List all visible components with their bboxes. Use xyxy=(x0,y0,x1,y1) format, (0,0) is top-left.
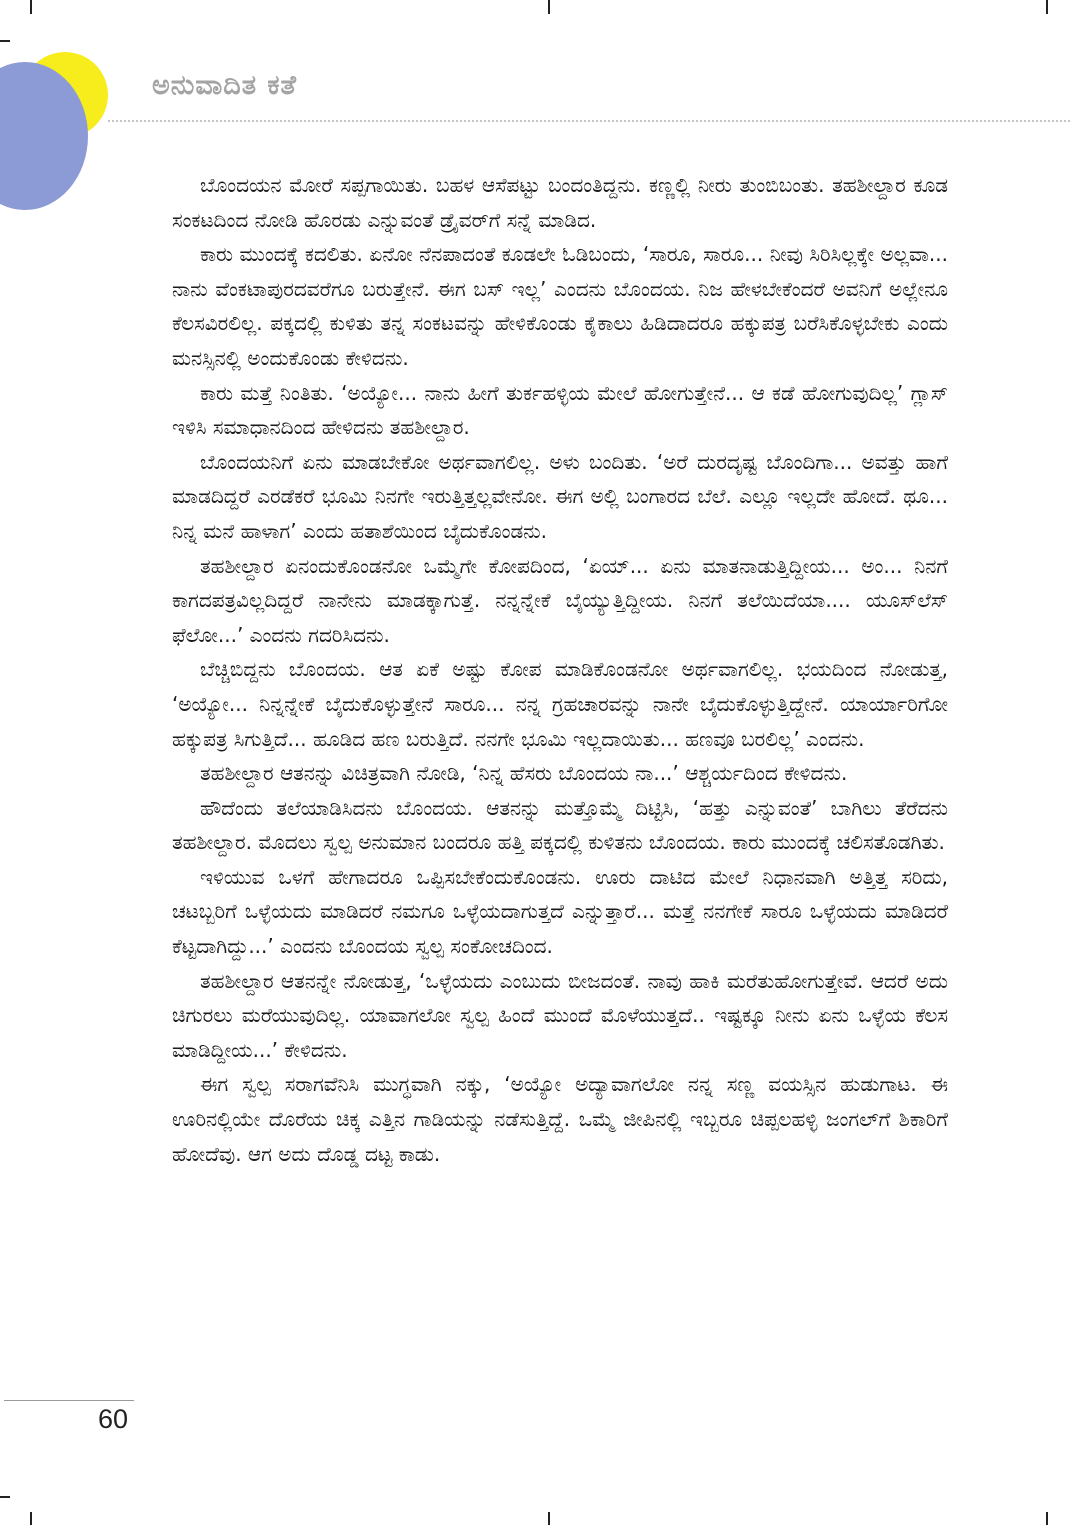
header-dotted-rule xyxy=(108,120,1070,122)
paragraph: ಬೊಂದಯನ ಮೋರೆ ಸಪ್ಪಗಾಯಿತು. ಬಹಳ ಆಸೆಪಟ್ಟು ಬಂದಂತಿದ್ದನು. ಕಣ್ಣಲ್ಲಿ ನೀರು ತುಂಬಿಬಂತು. ತಹಶೀಲ್ದಾರ ಕೂಡ ಸಂಕಟದಿಂದ ನೋಡಿ ಹೊರಡು ಎನ್ನುವಂತೆ ಡ್ರೈವರ್‌ಗೆ ಸನ್ನೆ ಮಾಡಿದ. xyxy=(172,173,948,232)
paragraph: ಇಳಿಯುವ ಒಳಗೆ ಹೇಗಾದರೂ ಒಪ್ಪಿಸಬೇಕೆಂದುಕೊಂಡನು. ಊರು ದಾಟಿದ ಮೇಲೆ ನಿಧಾನವಾಗಿ ಅತ್ತಿತ್ತ ಸರಿದು, ಚಟಬ್ಬರಿಗೆ ಒಳ್ಳೆಯದು ಮಾಡಿದರೆ ನಮಗೂ ಒಳ್ಳೆಯದಾಗುತ್ತದೆ ಎನ್ನುತ್ತಾರೆ... ಮತ್ತೆ ನನಗೇಕೆ ಸಾರೂ ಒಳ್ಳೆಯದು ಮಾಡಿದರೆ ಕೆಟ್ಟದಾಗಿದ್ದು...’ ಎಂದನು ಬೊಂದಯ ಸ್ವಲ್ಪ ಸಂಕೋಚದಿಂದ. xyxy=(172,864,948,959)
crop-mark xyxy=(548,0,550,14)
story-body xyxy=(172,168,948,1171)
crop-mark xyxy=(30,1512,32,1525)
crop-mark xyxy=(30,0,32,14)
page-number: 60 xyxy=(98,1404,129,1434)
crop-mark xyxy=(1046,1512,1048,1525)
paragraph: ಈಗ ಸ್ವಲ್ಪ ಸರಾಗವೆನಿಸಿ ಮುಗ್ಧವಾಗಿ ನಕ್ಕು, ‘ಅಯ್ಯೋ ಅದ್ಯಾವಾಗಲೋ ನನ್ನ ಸಣ್ಣ ವಯಸ್ಸಿನ ಹುಡುಗಾಟ. ಈ ಊರಿನಲ್ಲಿಯೇ ದೊರೆಯ ಚಿಕ್ಕ ಎತ್ತಿನ ಗಾಡಿಯನ್ನು ನಡೆಸುತ್ತಿದ್ದೆ. ಒಮ್ಮೆ ಜೀಪಿನಲ್ಲಿ ಇಬ್ಬರೂ ಚಿಪ್ಪಲಹಳ್ಳಿ ಜಂಗಲ್‌ಗೆ ಶಿಕಾರಿಗೆ ಹೋದೆವು. ಆಗ ಅದು ದೊಡ್ಡ ದಟ್ಟ ಕಾಡು. xyxy=(172,1072,948,1166)
crop-mark xyxy=(0,1496,10,1498)
crop-mark xyxy=(548,1512,550,1525)
crop-mark xyxy=(1046,0,1048,14)
paragraph: ತಹಶೀಲ್ದಾರ ಆತನನ್ನೇ ನೋಡುತ್ತ, ‘ಒಳ್ಳೆಯದು ಎಂಬುದು ಬೀಜದಂತೆ. ನಾವು ಹಾಕಿ ಮರೆತುಹೋಗುತ್ತೇವೆ. ಆದರೆ ಅದು ಚಿಗುರಲು ಮರೆಯುವುದಿಲ್ಲ. ಯಾವಾಗಲೋ ಸ್ವಲ್ಪ ಹಿಂದೆ ಮುಂದೆ ಮೊಳೆಯುತ್ತದೆ.. ಇಷ್ಟಕ್ಕೂ ನೀನು ಏನು ಒಳ್ಳೆಯ ಕೆಲಸ ಮಾಡಿದ್ದೀಯ...’ ಕೇಳಿದನು. xyxy=(172,968,948,1062)
paragraph: ತಹಶೀಲ್ದಾರ ಆತನನ್ನು ವಿಚಿತ್ರವಾಗಿ ನೋಡಿ, ‘ನಿನ್ನ ಹೆಸರು ಬೊಂದಯ ನಾ...’ ಆಶ್ಚರ್ಯದಿಂದ ಕೇಳಿದನು. xyxy=(200,761,848,786)
crop-mark xyxy=(0,40,10,42)
paragraph: ಕಾರು ಮತ್ತೆ ನಿಂತಿತು. ‘ಅಯ್ಯೋ... ನಾನು ಹೀಗೆ ತುರ್ಕಹಳ್ಳಿಯ ಮೇಲೆ ಹೋಗುತ್ತೇನೆ... ಆ ಕಡೆ ಹೋಗುವುದಿಲ್ಲ’ ಗ್ಲಾಸ್ ಇಳಿಸಿ ಸಮಾಧಾನದಿಂದ ಹೇಳಿದನು ತಹಶೀಲ್ದಾರ. xyxy=(172,380,948,440)
paragraph: ಹೌದೆಂದು ತಲೆಯಾಡಿಸಿದನು ಬೊಂದಯ. ಆತನನ್ನು ಮತ್ತೊಮ್ಮೆ ದಿಟ್ಟಿಸಿ, ‘ಹತ್ತು ಎನ್ನುವಂತೆ’ ಬಾಗಿಲು ತೆರೆದನು ತಹಶೀಲ್ದಾರ. ಮೊದಲು ಸ್ವಲ್ಪ ಅನುಮಾನ ಬಂದರೂ ಹತ್ತಿ ಪಕ್ಕದಲ್ಲಿ ಕುಳಿತನು ಬೊಂದಯ. ಕಾರು ಮುಂದಕ್ಕೆ ಚಲಿಸತೊಡಗಿತು. xyxy=(172,795,948,855)
paragraph: ಬೊಂದಯನಿಗೆ ಏನು ಮಾಡಬೇಕೋ ಅರ್ಥವಾಗಲಿಲ್ಲ. ಅಳು ಬಂದಿತು. ‘ಅರೆ ದುರದೃಷ್ಟ ಬೊಂದಿಗಾ... ಅವತ್ತು ಹಾಗೆ ಮಾಡದಿದ್ದರೆ ಎರಡೆಕರೆ ಭೂಮಿ ನಿನಗೇ ಇರುತ್ತಿತ್ತಲ್ಲವೇನೋ. ಈಗ ಅಲ್ಲಿ ಬಂಗಾರದ ಬೆಲೆ. ಎಲ್ಲೂ ಇಲ್ಲದೇ ಹೋದೆ. ಥೂ... ನಿನ್ನ ಮನೆ ಹಾಳಾಗ’ ಎಂದು ಹತಾಶೆಯಿಂದ ಬೈದುಕೊಂಡನು. xyxy=(172,449,948,543)
paragraph: ಬೆಚ್ಚಿಬಿದ್ದನು ಬೊಂದಯ. ಆತ ಏಕೆ ಅಷ್ಟು ಕೋಪ ಮಾಡಿಕೊಂಡನೋ ಅರ್ಥವಾಗಲಿಲ್ಲ. ಭಯದಿಂದ ನೋಡುತ್ತ, ‘ಅಯ್ಯೋ... ನಿನ್ನನ್ನೇಕೆ ಬೈದುಕೊಳ್ಳುತ್ತೇನೆ ಸಾರೂ... ನನ್ನ ಗ್ರಹಚಾರವನ್ನು ನಾನೇ ಬೈದುಕೊಳ್ಳುತ್ತಿದ್ದೇನೆ. ಯಾರ್ಯಾರಿಗೋ ಹಕ್ಕುಪತ್ರ ಸಿಗುತ್ತಿದೆ... ಹೂಡಿದ ಹಣ ಬರುತ್ತಿದೆ. ನನಗೇ ಭೂಮಿ ಇಲ್ಲದಾಯಿತು... ಹಣವೂ ಬರಲಿಲ್ಲ’ ಎಂದನು. xyxy=(172,657,948,751)
section-title: ಅನುವಾದಿತ ಕತೆ xyxy=(152,70,297,101)
footer-rule xyxy=(4,1400,134,1401)
paragraph: ತಹಶೀಲ್ದಾರ ಏನಂದುಕೊಂಡನೋ ಒಮ್ಮೆಗೇ ಕೋಪದಿಂದ, ‘ಏಯ್... ಏನು ಮಾತನಾಡುತ್ತಿದ್ದೀಯ... ಅಂ... ನಿನಗೆ ಕಾಗದಪತ್ರವಿಲ್ಲದಿದ್ದರೆ ನಾನೇನು ಮಾಡಕ್ಕಾಗುತ್ತೆ. ನನ್ನನ್ನೇಕೆ ಬೈಯ್ಯುತ್ತಿದ್ದೀಯ. ನಿನಗೆ ತಲೆಯಿದೆಯಾ.... ಯೂಸ್‌ಲೆಸ್ ಫೆಲೋ...’ ಎಂದನು ಗದರಿಸಿದನು. xyxy=(172,553,948,647)
paragraph: ಕಾರು ಮುಂದಕ್ಕೆ ಕದಲಿತು. ಏನೋ ನೆನಪಾದಂತೆ ಕೂಡಲೇ ಓಡಿಬಂದು, ‘ಸಾರೂ, ಸಾರೂ... ನೀವು ಸಿರಿಸಿಲ್ಲಕ್ಕೇ ಅಲ್ಲವಾ... ನಾನು ವೆಂಕಟಾಪುರದವರೆಗೂ ಬರುತ್ತೇನೆ. ಈಗ ಬಸ್ ಇಲ್ಲ’ ಎಂದನು ಬೊಂದಯ. ನಿಜ ಹೇಳಬೇಕೆಂದರೆ ಅವನಿಗೆ ಅಲ್ಲೇನೂ ಕೆಲಸವಿರಲಿಲ್ಲ. ಪಕ್ಕದಲ್ಲಿ ಕುಳಿತು ತನ್ನ ಸಂಕಟವನ್ನು ಹೇಳಿಕೊಂಡು ಕೈಕಾಲು ಹಿಡಿದಾದರೂ ಹಕ್ಕುಪತ್ರ ಬರೆಸಿಕೊಳ್ಳಬೇಕು ಎಂದು ಮನಸ್ಸಿನಲ್ಲಿ ಅಂದುಕೊಂಡು ಕೇಳಿದನು. xyxy=(172,242,948,370)
